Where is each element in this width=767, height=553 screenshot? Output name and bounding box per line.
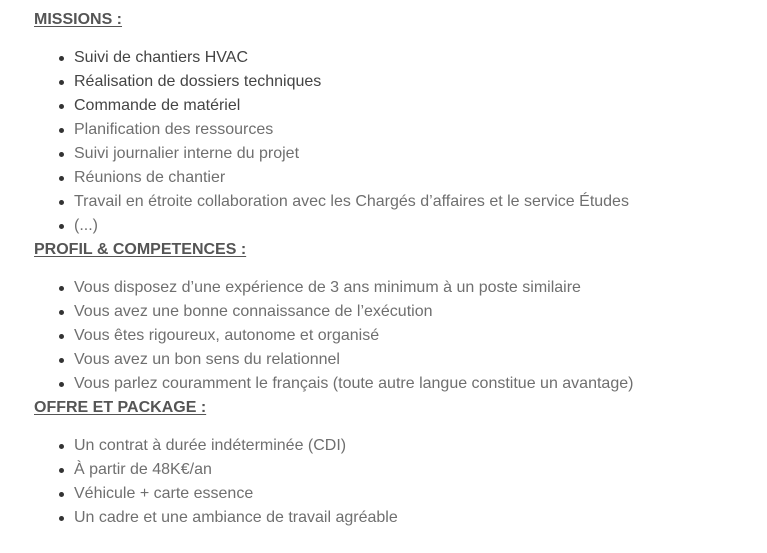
list-item: Vous parlez couramment le français (toute autre langue constitue un avantage) <box>74 372 754 396</box>
missions-heading: MISSIONS : <box>34 11 123 28</box>
missions-list <box>34 46 754 238</box>
list-item: Suivi de chantiers HVAC <box>74 46 754 70</box>
offer-list <box>34 434 754 530</box>
list-item: (...) <box>74 214 754 238</box>
list-item: Vous avez un bon sens du relationnel <box>74 348 754 372</box>
list-item: Vous disposez d’une expérience de 3 ans minimum à un poste similaire <box>74 276 754 300</box>
profile-list <box>34 276 754 396</box>
list-item: Travail en étroite collaboration avec les Chargés d’affaires et le service Études <box>74 190 754 214</box>
job-description <box>34 8 754 530</box>
list-item: Réalisation de dossiers techniques <box>74 70 754 94</box>
list-item: Vous êtes rigoureux, autonome et organisé <box>74 324 754 348</box>
list-item: Véhicule + carte essence <box>74 482 754 506</box>
list-item: Réunions de chantier <box>74 166 754 190</box>
offer-heading: OFFRE ET PACKAGE : <box>34 399 207 416</box>
list-item: Un contrat à durée indéterminée (CDI) <box>74 434 754 458</box>
list-item: Suivi journalier interne du projet <box>74 142 754 166</box>
list-item: À partir de 48K€/an <box>74 458 754 482</box>
list-item: Commande de matériel <box>74 94 754 118</box>
list-item: Un cadre et une ambiance de travail agréable <box>74 506 754 530</box>
profile-heading: PROFIL & COMPETENCES : <box>34 241 247 258</box>
list-item: Vous avez une bonne connaissance de l’exécution <box>74 300 754 324</box>
list-item: Planification des ressources <box>74 118 754 142</box>
